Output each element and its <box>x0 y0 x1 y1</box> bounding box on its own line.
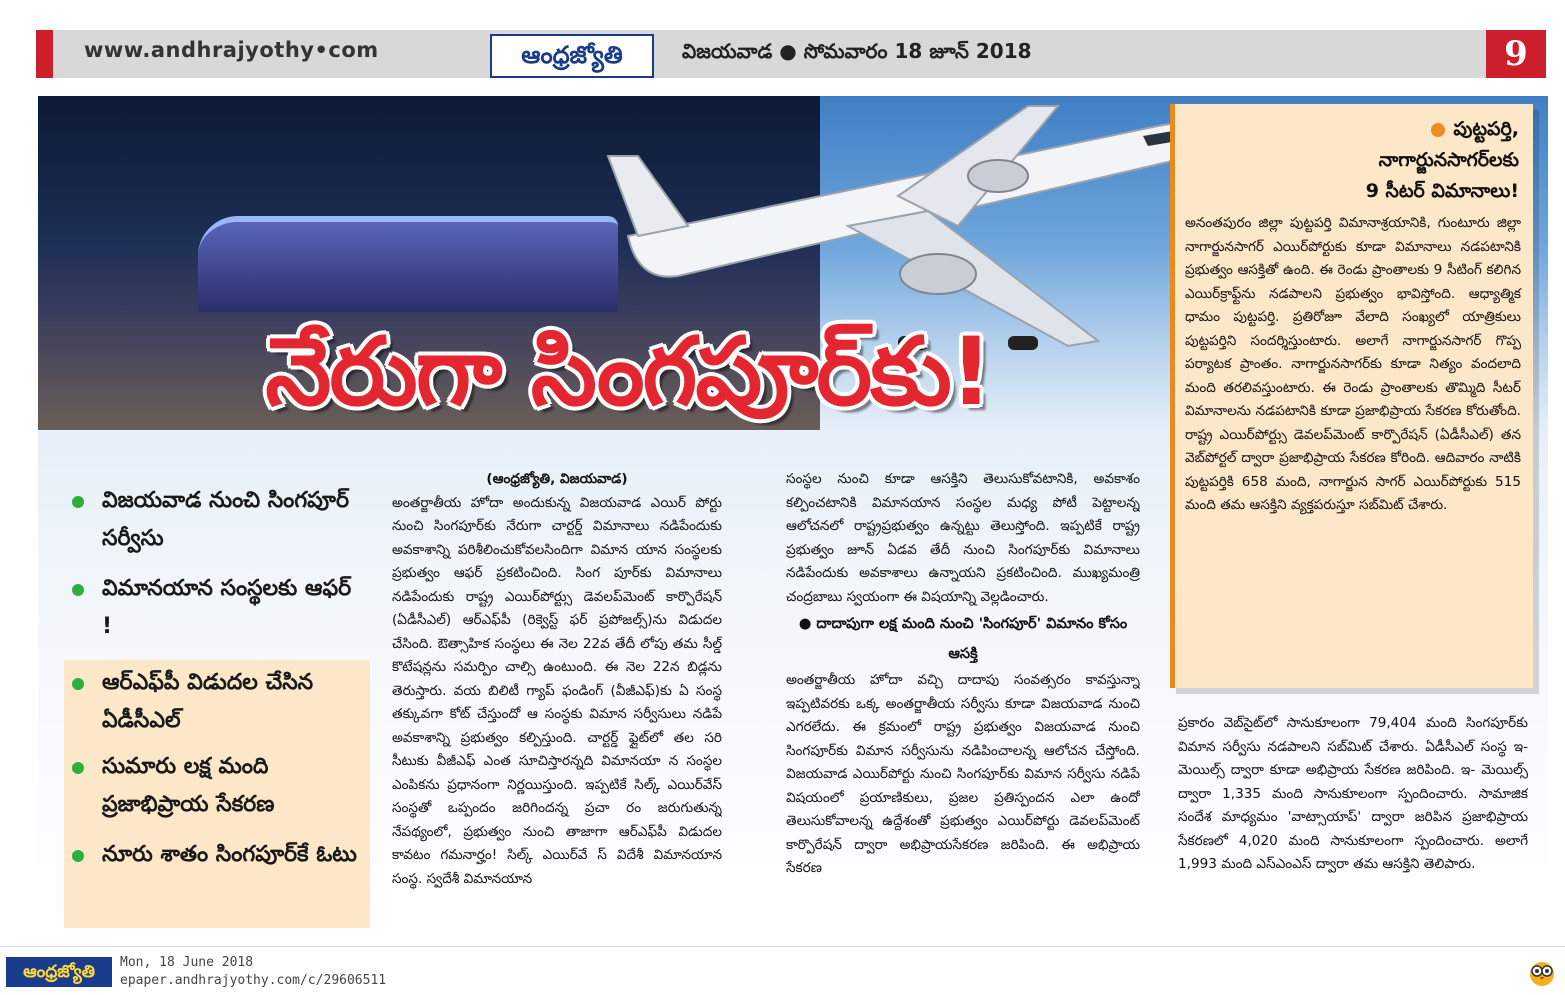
edition-date: విజయవాడ ● సోమవారం 18 జూన్ 2018 <box>682 39 1032 63</box>
green-bullet-icon <box>72 850 84 862</box>
article-byline: (ఆంధ్రజ్యోతి, విజయవాడ) <box>486 471 628 487</box>
main-headline: నేరుగా సింగపూర్‌కు! <box>265 318 991 427</box>
page-number: 9 <box>1486 30 1546 78</box>
green-bullet-icon <box>72 584 84 596</box>
site-url[interactable]: www.andhrajyothy•com <box>84 38 379 62</box>
highlights-list <box>64 476 370 928</box>
epaper-footer <box>0 946 1565 995</box>
green-bullet-icon <box>72 678 84 690</box>
highlight-item: విజయవాడ నుంచి సింగపూర్ సర్వీసు <box>72 482 362 558</box>
footer-logo: ఆంధ్రజ్యోతి <box>6 957 112 987</box>
article-subheading: ● దాదాపుగా లక్ష మంది నుంచి 'సింగపూర్' విమానం కోసం ఆసక్తి <box>798 616 1128 662</box>
footer-link[interactable]: epaper.andhrajyothy.com/c/29606511 <box>120 973 387 988</box>
article-text: సంస్థల నుంచి కూడా ఆసక్తిని తెలుసుకోవటానికి, అవకాశం కల్పించటానికి విమానయాన సంస్థల మధ్య పోటీ పెట్టాలన్న ఆలోచనలో రాష్ట్రప్రభుత్వం ఉన్నట్టు తెలుస్తోంది. ఇప్పటికే రాష్ట్ర ప్రభుత్వం జూన్ ఏడవ తేదీ నుంచి సింగపూర్‌కు విమానాలు నడిపేందుకు అవకాశాలు ఉన్నాయని ప్రకటించింది. ముఖ్యమంత్రి చంద్రబాబు స్వయంగా ఈ విషయాన్ని వెల్లడించారు. <box>786 471 1140 605</box>
article-text: ప్రకారం వెబ్‌సైట్‌లో సానుకూలంగా 79,404 మంది సింగపూర్‌కు విమాన సర్వీసు నడపాలని సబ్‌మిట్ చేశారు. ఏడీసీఎల్ సంస్థ ఇ-మెయిల్స్ ద్వారా కూడా అభిప్రాయ సేకరణ జరిపింది. ఇ- మెయిల్స్ ద్వారా 1,335 మంది సానుకూలంగా స్పందించారు. సామాజిక సందేశ మాధ్యమం 'వాట్సాయాప్' ద్వారా జరిపిన ప్రజాభిప్రాయ సేకరణలో 4,020 మంది సానుకూలంగా స్పందించారు. అలాగే 1,993 మంది ఎస్ఎంఎస్ ద్వారా తమ ఆసక్తిని తెలిపారు. <box>1178 715 1528 872</box>
highlight-item: ఆర్‌ఎఫ్‌పీ విడుదల చేసిన ఏడీసీఎల్ <box>72 664 362 740</box>
article-column-2 <box>786 468 1140 924</box>
terminal-building <box>198 216 618 312</box>
article-column-1 <box>392 468 722 924</box>
masthead-red-strip <box>36 30 53 78</box>
masthead-bar <box>36 30 1546 78</box>
article-column-3 <box>1178 712 1528 924</box>
green-bullet-icon <box>72 496 84 508</box>
green-bullet-icon <box>72 762 84 774</box>
footer-date: Mon, 18 June 2018 <box>120 955 254 970</box>
highlight-item: విమానయాన సంస్థలకు ఆఫర్ ! <box>72 570 362 646</box>
sidebar-text: అనంతపురం జిల్లా పుట్టపర్తి విమానాశ్రయానికి, గుంటూరు జిల్లా నాగార్జునసాగర్ ఎయిర్‌పోర్టుకు కూడా విమానాలు నడపటానికి ప్రభుత్వం ఆసక్తితో ఉంది. ఈ రెండు ప్రాంతాలకు 9 సీటింగ్ కలిగిన ఎయిర్‌క్రాఫ్ట్‌ను నడపాలని ప్రభుత్వం భావిస్తోంది. ఆధ్యాత్మిక ధామం పుట్టపర్తి. ప్రతిరోజూ వేలాది సంఖ్యలో యాత్రికులు పుట్టపర్తిని సందర్శిస్తుంటారు. అలాగే నాగార్జునసాగర్ గొప్ప పర్యాటక ప్రాంతం. నాగార్జునసాగర్‌కు కూడా నిత్యం వందలాది మంది తరలివస్తుంటారు. ఈ రెండు ప్రాంతాలకు తొమ్మిది సీటర్ విమానాలను నడపటానికి కూడా ప్రజాభిప్రాయ సేకరణ కోరుతోంది. రాష్ట్ర ఎయిర్‌పోర్ట్సు డెవలప్‌మెంట్ కార్పొరేషన్ (ఏడీసీఎల్) తన వెబ్‌పోర్టల్ ద్వారా ప్రజాభిప్రాయ సేకరణ కోరింది. ఆదివారం నాటికి పుట్టపర్తికి 658 మంది, నాగార్జున సాగర్ ఎయిర్‌పోర్టుకు 515 మంది తమ ఆసక్తిని వ్యక్తపరుస్తూ సబ్‌మిట్ చేశారు. <box>1185 215 1521 513</box>
sidebar-box <box>1170 104 1533 688</box>
highlight-item: సుమారు లక్ష మంది ప్రజాభిప్రాయ సేకరణ <box>72 748 362 824</box>
newspaper-logo: ఆంధ్రజ్యోతి <box>490 34 654 78</box>
sidebar-heading: పుట్టపర్తి, నాగార్జునసాగర్‌లకు 9 సీటర్ విమానాలు! <box>1365 118 1519 202</box>
owl-icon[interactable] <box>1527 957 1557 987</box>
orange-bullet-icon <box>1431 123 1445 137</box>
highlight-item: నూరు శాతం సింగపూర్‌కే ఓటు <box>72 836 362 874</box>
article-text: అంతర్జాతీయ హోదా అందుకున్న విజయవాడ ఎయిర్ పోర్టు నుంచి సింగపూర్‌కు నేరుగా చార్టర్డ్ విమానాలు నడిపేందుకు అవకాశాన్ని పరిశీలించుకోవలసిందిగా విమాన యాన సంస్థలకు ప్రభుత్వం ఆఫర్ ప్రకటించింది. సింగ పూర్‌కు విమానాలు నడిపేందుకు రాష్ట్ర ఎయిర్‌పోర్ట్సు డెవలప్‌మెంట్ కార్పొరేషన్ (ఏడీసీఎల్) ఆర్‌ఎఫ్‌పీ (రిక్వెస్ట్ ఫర్ ప్రపోజల్స్)ను విడుదల చేసింది. ఔత్సాహిక సంస్థలు ఈ నెల 22వ తేదీ లోపు తమ సీల్డ్ కొటేషన్లను సమర్పిం చాల్సి ఉంటుంది. ఈ నెల 22న బిడ్లను తెరుస్తారు. వయ బిలిటీ గ్యాప్ ఫండింగ్ (వీజీఎఫ్)కు ఏ సంస్థ తక్కువగా కోట్ చేస్తుందో ఆ సంస్థకు విమాన సర్వీసులు నడిపే అవకాశాన్ని ప్రభుత్వం కల్పిస్తుంది. చార్టర్డ్ ఫ్లైట్‌లో తల సరి సీటుకు వీజీఎఫ్ ఎంత సూచిస్తారన్నది విమానయా న సంస్థల ఎంపికను ప్రధానంగా నిర్ణయిస్తుంది. ఇప్పటికే సిల్క్ ఎయిర్‌వేస్ సంస్థతో ఒప్పందం జరిగిందన్న ప్రచా రం జరుగుతున్న నేపథ్యంలో, ప్రభుత్వం నుంచి తాజాగా ఆర్‌ఎఫ్‌పీ విడుదల కావటం గమనార్హం! సిల్క్ ఎయిర్‌వే స్ విదేశీ విమానయాన సంస్థ. స్వదేశీ విమానయాన <box>392 494 722 887</box>
article-text: అంతర్జాతీయ హోదా వచ్చి దాదాపు సంవత్సరం కావస్తున్నా ఇప్పటివరకు ఒక్క అంతర్జాతీయ సర్వీసు కూడా విజయవాడ నుంచి ఎగరలేదు. ఈ క్రమంలో రాష్ట్ర ప్రభుత్వం విజయవాడ నుంచి సింగపూర్‌కు విమాన సర్వీసును నడిపించాలన్న ఆలోచన చేస్తోంది. విజయవాడ ఎయిర్‌పోర్టు నుంచి సింగపూర్‌కు విమాన సర్వీసు నడిపే విషయంలో ప్రయాణికులు, ప్రజల ప్రతిస్పందన ఎలా ఉందో తెలుసుకోవాలన్న ఉద్దేశంతో ప్రభుత్వం ఎయిర్‌పోర్టు డెవలప్‌మెంట్ కార్పొరేషన్ ద్వారా అభిప్రాయసేకరణ జరిపింది. ఈ అభిప్రాయ సేకరణ <box>786 672 1140 876</box>
